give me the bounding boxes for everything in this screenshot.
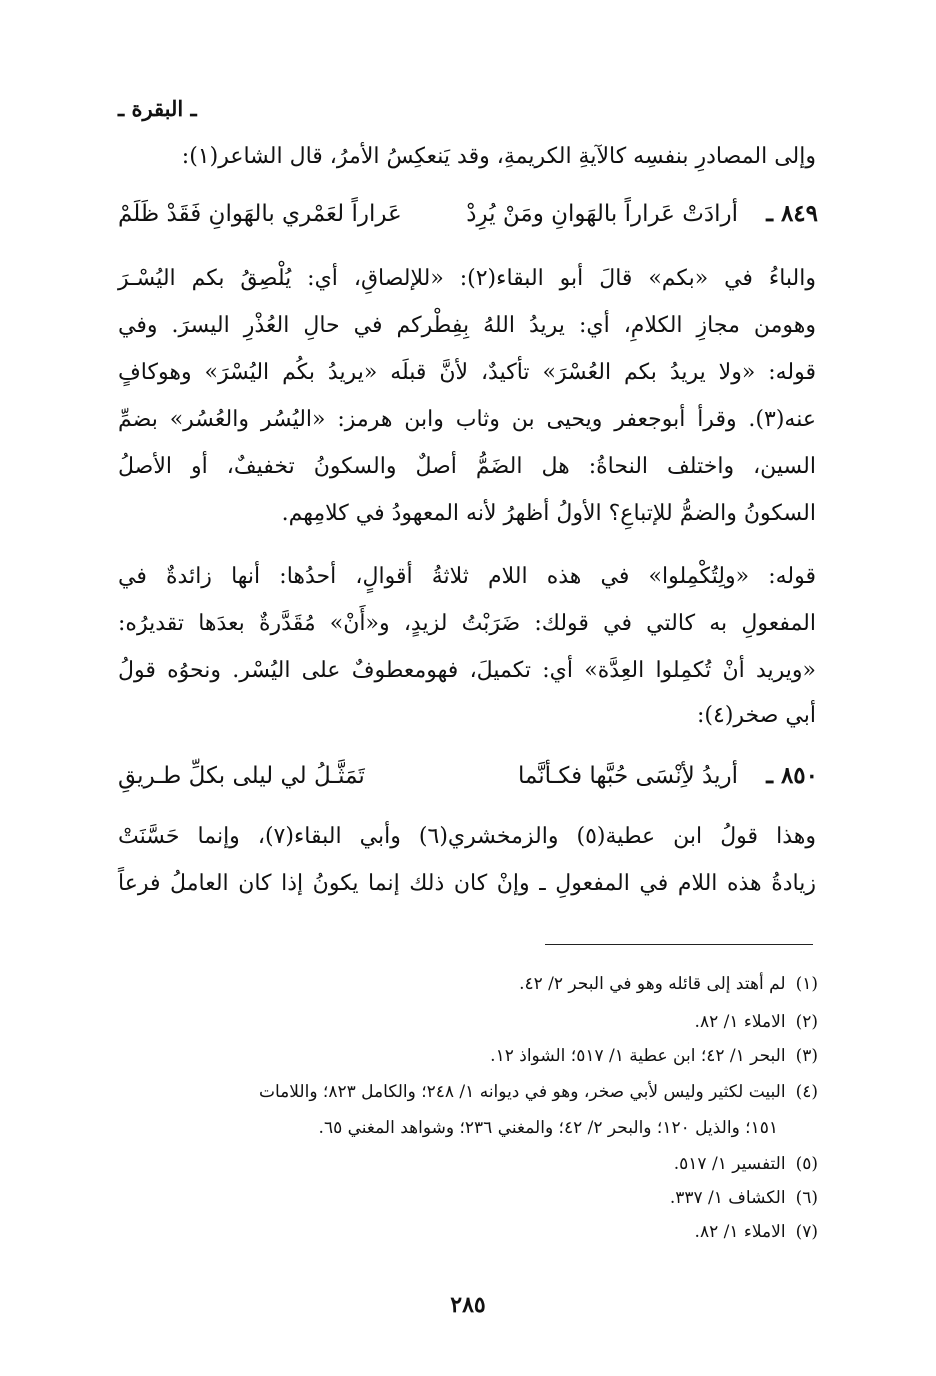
footnote: (٣)البحر ١/ ٤٢؛ ابن عطية ١/ ٥١٧؛ الشواذ ١٢. <box>490 1046 818 1066</box>
footnote: (٢)الاملاء ١/ ٨٢. <box>694 1012 818 1032</box>
page-number: ٢٨٥ <box>450 1292 486 1318</box>
verse-second-hemistich: عَراراً لعَمْري بالهَوانِ فَقَدْ ظَلَمْ <box>118 201 402 227</box>
footnote: (٥)التفسير ١/ ٥١٧. <box>673 1154 818 1174</box>
text-line: والباءُ في «بكم» قالَ أبو البقاء(٢): «للإلصاقِ، أي: يُلْصِقُ بكم اليُسْـرَ <box>118 266 816 291</box>
footnote-separator <box>545 944 813 945</box>
verse-second-hemistich: تَمَثَّـلُ لي ليلى بكلِّ طـريقِ <box>118 763 365 789</box>
text-line: المفعولِ به كالتي في قولك: ضَرَبْتُ لزيدٍ، و«أَنْ» مُقَدَّرةٌ بعدَها تقديرُه: <box>118 611 816 636</box>
footnote: (١)لم أهتد إلى قائله وهو في البحر ٢/ ٤٢. <box>519 974 818 994</box>
text-line: السكونُ والضمُّ للإتباعِ؟ الأولُ أظهرُ لأنه المعهودُ في كلامِهم. <box>281 501 816 526</box>
text-line: وإلى المصادرِ بنفسِه كالآيةِ الكريمةِ، وقد يَنعكِسُ الأمرُ، قال الشاعر(١): <box>181 144 816 169</box>
footnote: (٧)الاملاء ١/ ٨٢. <box>694 1222 818 1242</box>
footnote-continuation: ١٥١؛ والذيل ١٢٠؛ والبحر ٢/ ٤٢؛ والمغني ٢٣٦؛ وشواهد المغني ٦٥. <box>318 1118 778 1138</box>
text-line: وهومن مجازِ الكلامِ، أي: يريدُ اللهُ بِفِطْركم في حالِ العُذْرِ اليسرَ. وفي <box>118 313 816 338</box>
text-line: عنه(٣). وقرأ أبوجعفر ويحيى بن وثاب وابن هرمز: «اليُسُر والعُسُر» بضمِّ <box>118 407 816 432</box>
text-line: قوله: «ولِتُكْمِلوا» في هذه اللام ثلاثةُ أقوالٍ، أحدُها: أنها زائدةٌ في <box>118 564 816 589</box>
footnote: (٦)الكشاف ١/ ٣٣٧. <box>669 1188 818 1208</box>
text-line: زيادةُ هذه اللام في المفعولِ ـ وإنْ كان ذلك إنما يكونُ إذا كان العاملُ فرعاً <box>118 871 816 896</box>
text-line: «ويريد أنْ تُكمِلوا العِدَّة» أي: تكميلَ، فهومعطوفٌ على اليُسْر. ونحوُه قولُ <box>118 658 816 683</box>
text-line: أبي صخر(٤): <box>697 703 816 728</box>
running-header: ـ البقرة ـ <box>118 96 197 121</box>
text-line: وهذا قولُ ابن عطية(٥) والزمخشري(٦) وأبي البقاء(٧)، وإنما حَسَّنَتْ <box>118 824 817 849</box>
verse-first-hemistich: أرادَتْ عَراراً بالهَوانِ ومَنْ يُرِدْ <box>466 201 738 227</box>
verse-first-hemistich: أريدُ لأِنْسَى حُبَّها فكـأنَّما <box>517 763 738 789</box>
text-line: قوله: «ولا يريدُ بكم العُسْرَ» تأكيدٌ، لأنَّ قبلَه «يريدُ بكُم اليُسْرَ» وهوكافٍ <box>118 360 816 385</box>
text-line: السين، واختلف النحاةُ: هل الضَمُّ أصلٌ والسكونُ تخفيفٌ، أو الأصلُ <box>118 454 816 479</box>
footnote: (٤)البيت لكثير وليس لأبي صخر، وهو في ديوانه ١/ ٢٤٨؛ والكامل ٨٢٣؛ واللامات <box>258 1082 818 1102</box>
verse-number: ٨٤٩ ـ <box>766 200 818 227</box>
verse-number: ٨٥٠ ـ <box>766 762 818 789</box>
